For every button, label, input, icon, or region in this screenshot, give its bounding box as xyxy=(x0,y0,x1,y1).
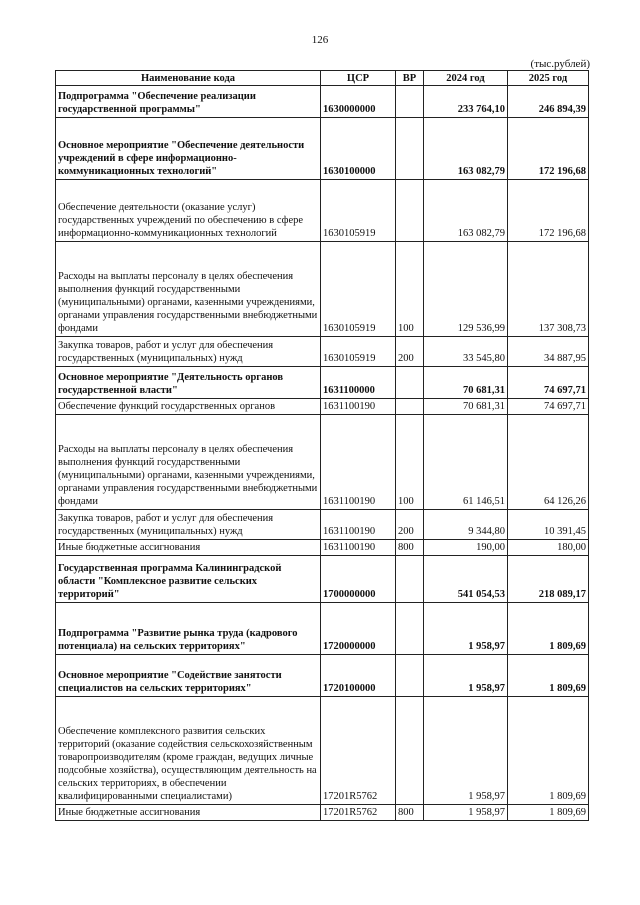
row-2025: 34 887,95 xyxy=(508,337,589,367)
row-name: Обеспечение комплексного развития сельских территорий (оказание содействия сельскохозяйственным товаропроизводителям (кроме граждан, ведущих личные подсобные хозяйства), осуществляющим деятельность на сельских территориях, в обеспечении квалифицированными специалистами) xyxy=(56,697,321,805)
row-vr: 100 xyxy=(396,242,424,337)
row-2024: 129 536,99 xyxy=(424,242,508,337)
row-vr xyxy=(396,367,424,399)
row-name: Основное мероприятие "Содействие занятости специалистов на сельских территориях" xyxy=(56,655,321,697)
row-2025: 1 809,69 xyxy=(508,697,589,805)
row-name: Подпрограмма "Развитие рынка труда (кадрового потенциала) на сельских территориях" xyxy=(56,603,321,655)
row-vr xyxy=(396,556,424,603)
table-row xyxy=(56,556,589,603)
row-csr: 1631100190 xyxy=(321,540,396,556)
row-vr xyxy=(396,180,424,242)
row-vr: 800 xyxy=(396,805,424,821)
row-csr: 1631100190 xyxy=(321,415,396,510)
row-name: Расходы на выплаты персоналу в целях обеспечения выполнения функций государственными (муниципальными) органами, казенными учреждениями, органами управления государственными внебюджетными фондами xyxy=(56,242,321,337)
row-csr: 1720100000 xyxy=(321,655,396,697)
table-body xyxy=(56,86,589,821)
row-csr: 1630105919 xyxy=(321,337,396,367)
table-row xyxy=(56,805,589,821)
row-vr xyxy=(396,86,424,118)
header-name: Наименование кода xyxy=(56,71,321,86)
table-row xyxy=(56,415,589,510)
row-name: Обеспечение функций государственных органов xyxy=(56,399,321,415)
table-row xyxy=(56,655,589,697)
row-name: Закупка товаров, работ и услуг для обеспечения государственных (муниципальных) нужд xyxy=(56,510,321,540)
row-2025: 172 196,68 xyxy=(508,118,589,180)
row-csr: 1630105919 xyxy=(321,180,396,242)
row-name: Расходы на выплаты персоналу в целях обеспечения выполнения функций государственными (муниципальными) органами, казенными учреждениями, органами управления государственными внебюджетными фондами xyxy=(56,415,321,510)
row-csr: 1630105919 xyxy=(321,242,396,337)
table-row xyxy=(56,118,589,180)
row-2025: 74 697,71 xyxy=(508,367,589,399)
row-2024: 1 958,97 xyxy=(424,603,508,655)
row-name: Основное мероприятие "Обеспечение деятельности учреждений в сфере информационно-коммуникационных технологий" xyxy=(56,118,321,180)
row-csr: 1630000000 xyxy=(321,86,396,118)
table-row xyxy=(56,510,589,540)
table-row xyxy=(56,399,589,415)
table-row xyxy=(56,603,589,655)
row-vr: 200 xyxy=(396,510,424,540)
row-csr: 17201R5762 xyxy=(321,697,396,805)
row-2024: 70 681,31 xyxy=(424,399,508,415)
row-2024: 1 958,97 xyxy=(424,805,508,821)
units-label: (тыс.рублей) xyxy=(530,58,590,70)
row-2025: 218 089,17 xyxy=(508,556,589,603)
row-name: Обеспечение деятельности (оказание услуг) государственных учреждений по обеспечению в сфере информационно-коммуникационных технологий xyxy=(56,180,321,242)
table-row xyxy=(56,540,589,556)
header-2024: 2024 год xyxy=(424,71,508,86)
row-2024: 1 958,97 xyxy=(424,655,508,697)
header-csr: ЦСР xyxy=(321,71,396,86)
row-2024: 9 344,80 xyxy=(424,510,508,540)
row-vr xyxy=(396,399,424,415)
page-number: 126 xyxy=(311,34,329,46)
row-csr: 1631100000 xyxy=(321,367,396,399)
row-2025: 1 809,69 xyxy=(508,655,589,697)
row-vr: 100 xyxy=(396,415,424,510)
row-csr: 1720000000 xyxy=(321,603,396,655)
header-vr: ВР xyxy=(396,71,424,86)
row-2024: 163 082,79 xyxy=(424,180,508,242)
row-2024: 163 082,79 xyxy=(424,118,508,180)
table-row xyxy=(56,337,589,367)
row-csr: 1631100190 xyxy=(321,510,396,540)
row-2025: 10 391,45 xyxy=(508,510,589,540)
row-name: Иные бюджетные ассигнования xyxy=(56,540,321,556)
row-2025: 1 809,69 xyxy=(508,603,589,655)
row-name: Закупка товаров, работ и услуг для обеспечения государственных (муниципальных) нужд xyxy=(56,337,321,367)
budget-table xyxy=(55,70,589,821)
row-2025: 246 894,39 xyxy=(508,86,589,118)
row-name: Иные бюджетные ассигнования xyxy=(56,805,321,821)
table-row xyxy=(56,242,589,337)
row-vr xyxy=(396,697,424,805)
row-2024: 1 958,97 xyxy=(424,697,508,805)
row-csr: 17201R5762 xyxy=(321,805,396,821)
row-name: Подпрограмма "Обеспечение реализации государственной программы" xyxy=(56,86,321,118)
row-name: Государственная программа Калининградской области "Комплексное развитие сельских территорий" xyxy=(56,556,321,603)
row-2024: 233 764,10 xyxy=(424,86,508,118)
row-vr: 200 xyxy=(396,337,424,367)
row-2024: 61 146,51 xyxy=(424,415,508,510)
row-2024: 33 545,80 xyxy=(424,337,508,367)
row-2025: 74 697,71 xyxy=(508,399,589,415)
table-row xyxy=(56,367,589,399)
row-2025: 172 196,68 xyxy=(508,180,589,242)
row-csr: 1630100000 xyxy=(321,118,396,180)
table-row xyxy=(56,180,589,242)
table-row xyxy=(56,86,589,118)
table-row xyxy=(56,697,589,805)
row-2025: 137 308,73 xyxy=(508,242,589,337)
row-csr: 1700000000 xyxy=(321,556,396,603)
row-vr: 800 xyxy=(396,540,424,556)
table-header-row xyxy=(56,71,589,86)
header-2025: 2025 год xyxy=(508,71,589,86)
row-vr xyxy=(396,655,424,697)
row-2025: 64 126,26 xyxy=(508,415,589,510)
row-2024: 70 681,31 xyxy=(424,367,508,399)
row-vr xyxy=(396,118,424,180)
row-2025: 180,00 xyxy=(508,540,589,556)
row-2024: 541 054,53 xyxy=(424,556,508,603)
row-name: Основное мероприятие "Деятельность органов государственной власти" xyxy=(56,367,321,399)
row-vr xyxy=(396,603,424,655)
row-csr: 1631100190 xyxy=(321,399,396,415)
row-2025: 1 809,69 xyxy=(508,805,589,821)
row-2024: 190,00 xyxy=(424,540,508,556)
